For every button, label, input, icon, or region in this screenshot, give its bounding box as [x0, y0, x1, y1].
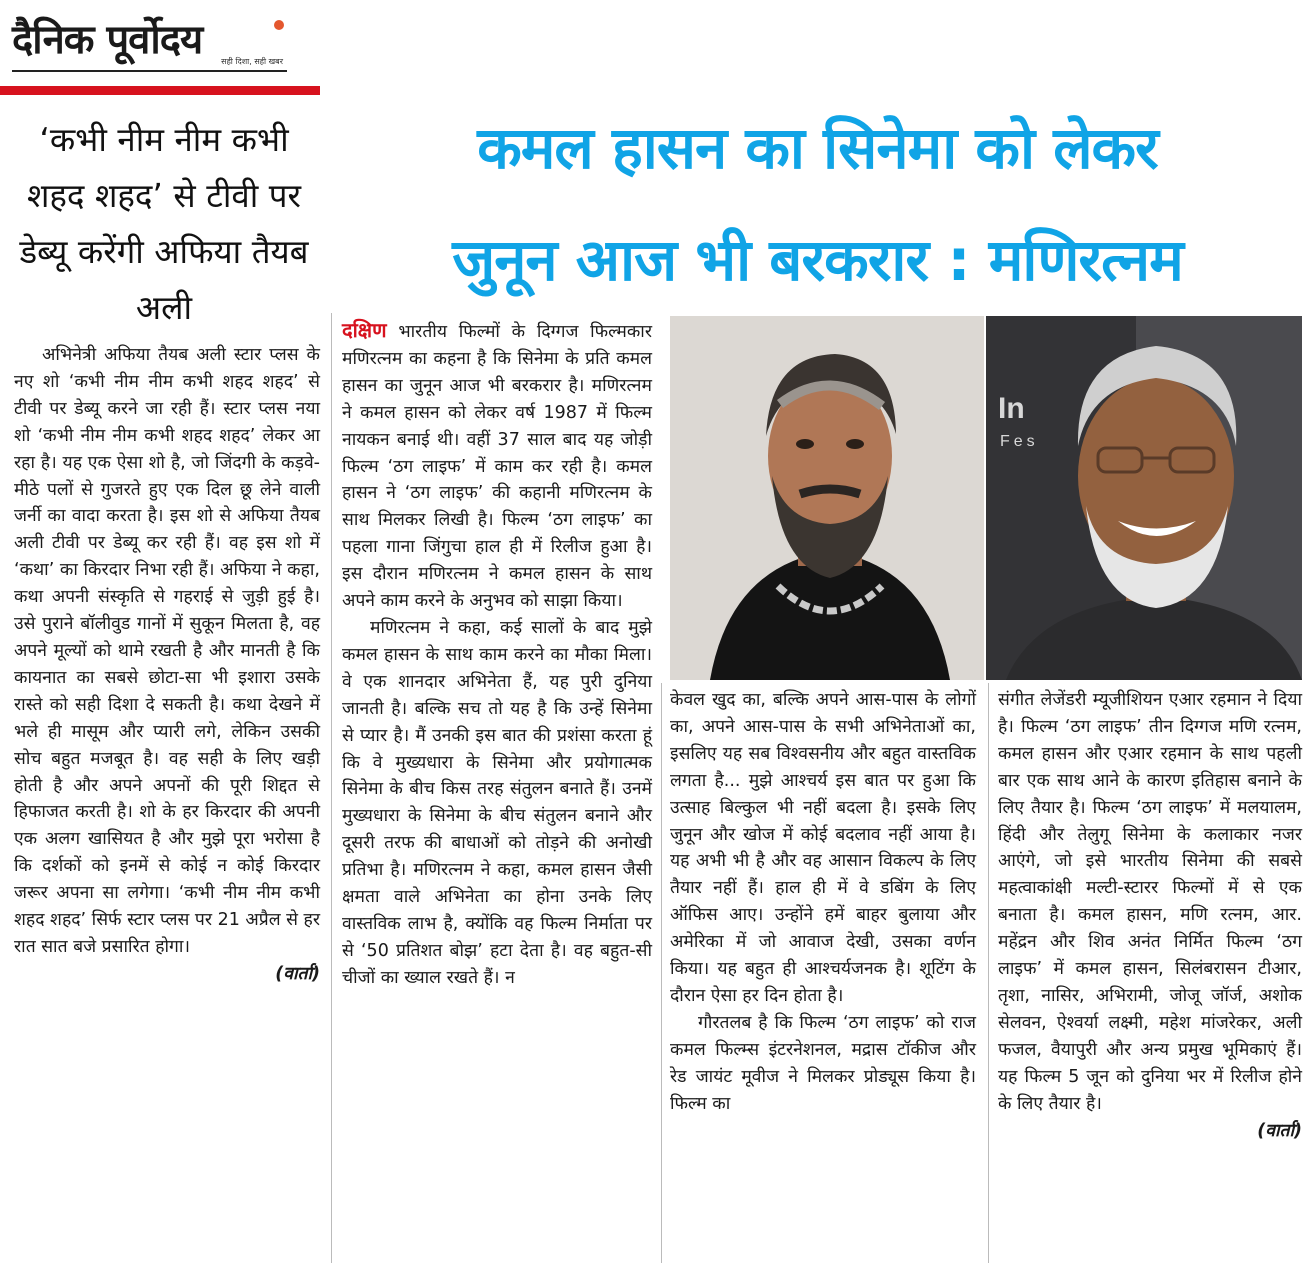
main-headline-line-1: कमल हासन का सिनेमा को लेकर — [477, 114, 1158, 182]
portrait-illustration-left — [670, 316, 984, 680]
logo-dot-icon — [274, 20, 284, 30]
side-story-body — [14, 342, 320, 988]
kamal-haasan-photo — [670, 316, 984, 680]
backdrop-text: In — [998, 392, 1025, 425]
side-story-credit: (वार्ता) — [275, 963, 320, 984]
main-story-column-3 — [998, 687, 1302, 1144]
newspaper-tagline: सही दिशा, सही खबर — [221, 57, 283, 66]
main-story-column-2 — [670, 687, 976, 1118]
column-divider — [988, 683, 989, 1263]
dateline-kicker: दक्षिण — [342, 318, 387, 342]
main-story-paragraph-4: गौरतलब है कि फिल्म ‘ठग लाइफ’ को राज कमल फिल्म्स इंटरनेशनल, मद्रास टॉकीज और रेड जायंट मूवीज ने मिलकर प्रोड्यूस किया है। फिल्म का — [670, 1012, 976, 1114]
portrait-illustration-right — [986, 316, 1302, 680]
column-divider — [661, 683, 662, 1263]
main-headline — [330, 92, 1305, 316]
main-story-lead — [342, 317, 652, 615]
main-story-credit: (वार्ता) — [1257, 1120, 1302, 1141]
main-story-paragraph-2: मणिरत्नम ने कहा, कई सालों के बाद मुझे कमल हासन के साथ काम करने का मौका मिला। वे एक शानदार अभिनेता हैं, यह पुरी दुनिया जानती है। बल्कि सच तो यह है कि उन्हें सिनेमा से प्यार है। मैं उनकी इस बात की प्रशंसा करता हूं कि वे मुख्यधारा के सिनेमा और प्रयोगात्मक सिनेमा के बीच किस तरह संतुलन बनाते हैं। उनमें मुख्यधारा के सिनेमा के बीच संतुलन बनाने और दूसरी तरफ की बाधाओं को तोड़ने की अनोखी प्रतिभा है। मणिरत्नम ने कहा, कमल हासन जैसी क्षमता वाले अभिनेता का होना उनके लिए वास्तविक लाभ है, क्योंकि वह फिल्म निर्माता पर से ‘50 प्रतिशत बोझ’ हटा देता है। वह बहुत-सी चीजों का ख्याल रखते हैं। न — [342, 617, 652, 988]
main-headline-line-2: जुनून आज भी बरकरार : मणिरत्नम — [452, 226, 1183, 294]
masthead-rule — [12, 70, 287, 72]
newspaper-logo: दैनिक पूर्वोदय — [12, 17, 203, 63]
main-story-paragraph-3: केवल खुद का, बल्कि अपने आस-पास के लोगों का, अपने आस-पास के सभी अभिनेताओं का, इसलिए यह सब विश्वसनीय और बहुत वास्तविक लगता है... मुझे आश्चर्य इस बात पर हुआ कि उत्साह बिल्कुल भी नहीं बदला है। इसके लिए जुनून और खोज में कोई बदलाव नहीं आया है। यह अभी भी है और वह आसान विकल्प के लिए तैयार नहीं हैं। हाल ही में वे डबिंग के लिए ऑफिस आए। उन्होंने हमें बाहर बुलाया और अमेरिका में जो आवाज देखी, उसका वर्णन किया। यह बहुत ही आश्चर्यजनक है। शूटिंग के दौरान ऐसा हर दिन होता है। — [670, 690, 976, 1006]
main-story-paragraph-5: संगीत लेजेंडरी म्यूजीशियन एआर रहमान ने दिया है। फिल्म ‘ठग लाइफ’ तीन दिग्गज मणि रत्नम, कमल हासन और एआर रहमान के साथ पहली बार एक साथ आने के कारण इतिहास बनाने के लिए तैयार है। फिल्म ‘ठग लाइफ’ में मलयालम, हिंदी और तेलुगू सिनेमा के कलाकार नजर आएंगे, जो इसे भारतीय सिनेमा की सबसे महत्वाकांक्षी मल्टी-स्टारर फिल्मों में से एक बनाता है। कमल हासन, मणि रत्नम, आर. महेंद्रन और शिव अनंत निर्मित फिल्म ‘ठग लाइफ’ में कमल हासन, सिलंबरासन टीआर, तृशा, नासिर, अभिरामी, जोजू जॉर्ज, अशोक सेलवन, ऐश्वर्या लक्ष्मी, महेश मांजरेकर, अली फजल, वैयापुरी और अन्य प्रमुख भूमिकाएं हैं। यह फिल्म 5 जून को दुनिया भर में रिलीज होने के लिए तैयार है। — [998, 690, 1302, 1114]
side-story-headline: ‘कभी नीम नीम कभी शहद शहद’ से टीवी पर डेब्यू करेंगी अफिया तैयब अली — [19, 120, 309, 327]
column-divider — [331, 313, 332, 1263]
side-story-paragraph: अभिनेत्री अफिया तैयब अली स्टार प्लस के नए शो ‘कभी नीम नीम कभी शहद शहद’ से टीवी पर डेब्यू करने जा रही हैं। स्टार प्लस नया शो ‘कभी नीम नीम कभी शहद शहद’ लेकर आ रहा है। यह एक ऐसा शो है, जो जिंदगी के कड़वे-मीठे पलों से गुजरते हुए एक दिल छू लेने वाली जर्नी का वादा करता है। इस शो से अफिया तैयब अली टीवी पर डेब्यू कर रही हैं। वह इस शो में ‘कथा’ का किरदार निभा रही हैं। अफिया ने कहा, कथा अपनी संस्कृति से गहराई से जुड़ी हुई है। उसे पुराने बॉलीवुड गानों में सुकून मिलता है, वह अपने मूल्यों को थामे रखती है और मानती है कि कायनात का सबसे छोटा-सा भी इशारा उसके रास्ते को सही दिशा दे सकती है। कथा देखने में भले ही मासूम और प्यारी लगे, लेकिन उसकी सोच बहुत मजबूत है। वह सही के लिए खड़ी होती है और अपने अपनों की पूरी शिद्दत से हिफाजत करती है। शो के हर किरदार की अपनी एक अलग खासियत है और मुझे पूरा भरोसा है कि दर्शकों को इनमें से कोई न कोई किरदार जरूर अपना सा लगेगा। ‘कभी नीम नीम कभी शहद शहद’ सिर्फ स्टार प्लस पर 21 अप्रैल से हर रात सात बजे प्रसारित होगा। — [14, 345, 321, 957]
masthead — [12, 8, 287, 74]
main-story-paragraph-1: भारतीय फिल्मों के दिग्गज फिल्मकार मणिरत्नम का कहना है कि सिनेमा के प्रति कमल हासन का जुनून आज भी बरकरार है। मणिरत्नम ने कमल हासन को लेकर वर्ष 1987 में फिल्म नायकन बनाई थी। वहीं 37 साल बाद यह जोड़ी फिल्म ‘ठग लाइफ’ में काम कर रही है। कमल हासन ने ‘ठग लाइफ’ की कहानी मणिरत्नम के साथ मिलकर लिखी है। फिल्म ‘ठग लाइफ’ का पहला गाना जिंगुचा हाल ही में रिलीज हुआ है। इस दौरान मणिरत्नम ने कमल हासन के साथ अपने काम करने के अनुभव को साझा किया। — [342, 322, 652, 612]
mani-ratnam-photo — [986, 316, 1302, 680]
main-story-column-1 — [342, 317, 652, 992]
backdrop-text-2: Fes — [1000, 433, 1039, 450]
red-divider — [0, 86, 320, 95]
